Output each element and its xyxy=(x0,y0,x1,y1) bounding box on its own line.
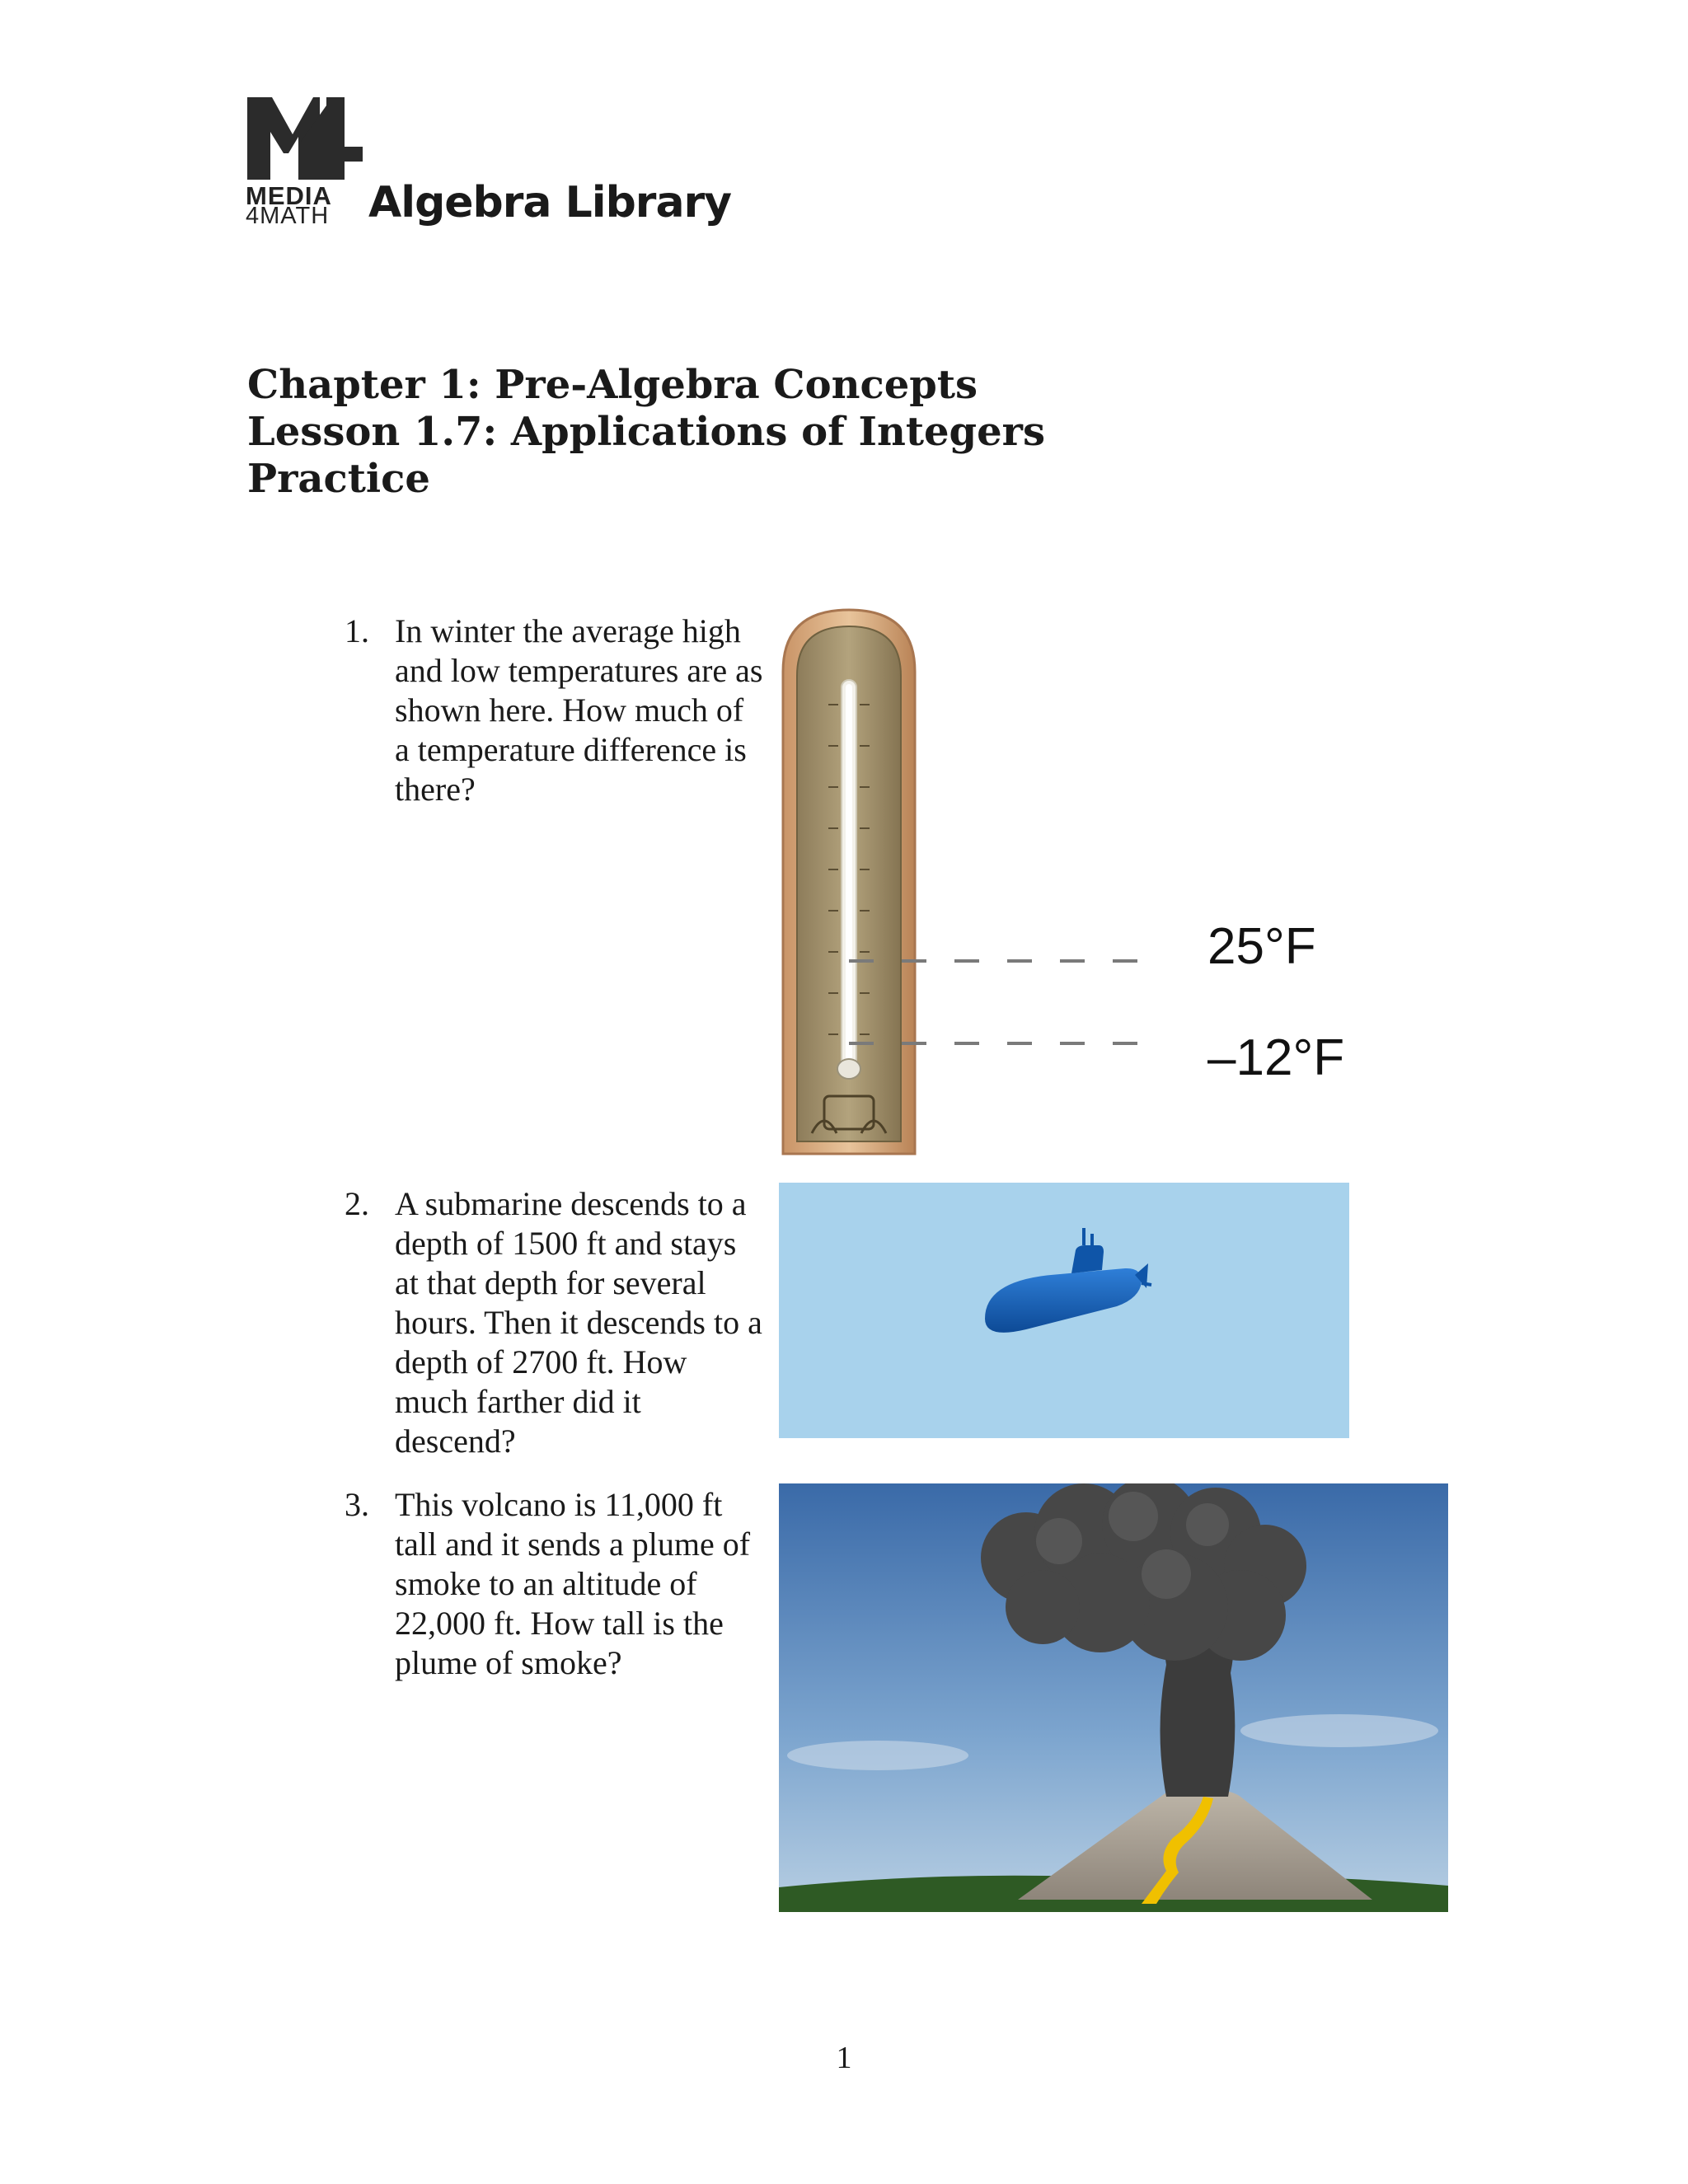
problem-3-number: 3. xyxy=(345,1486,369,1523)
problem-1-number: 1. xyxy=(345,612,369,649)
page-number: 1 xyxy=(836,2041,852,2075)
logo-media-text: MEDIA xyxy=(246,181,332,210)
submarine-icon xyxy=(779,1183,1349,1438)
library-title: Algebra Library xyxy=(368,178,732,227)
problem-3-text: This volcano is 11,000 ft tall and it sends a plume of smoke to an altitude of 22,000 ft. How tall is the plume of smoke? xyxy=(395,1486,751,1681)
problem-2-number: 2. xyxy=(345,1185,369,1222)
lesson-title: Lesson 1.7: Applications of Integers xyxy=(247,409,1045,455)
logo-4math-text: 4MATH xyxy=(246,203,330,229)
media4math-logo-icon xyxy=(247,97,363,180)
volcano-icon xyxy=(779,1483,1448,1912)
temperature-low-label: –12°F xyxy=(1207,1029,1345,1086)
temperature-high-label: 25°F xyxy=(1207,918,1316,975)
section-title: Practice xyxy=(247,456,430,502)
problem-1-text: In winter the average high and low temperatures are as shown here. How much of a temperature difference is there? xyxy=(395,612,763,808)
problem-2-text: A submarine descends to a depth of 1500 ft and stays at that depth for several hours. Then it descends to a depth of 2700 ft. How much farther did it descend? xyxy=(395,1185,762,1460)
chapter-title: Chapter 1: Pre-Algebra Concepts xyxy=(247,362,978,408)
